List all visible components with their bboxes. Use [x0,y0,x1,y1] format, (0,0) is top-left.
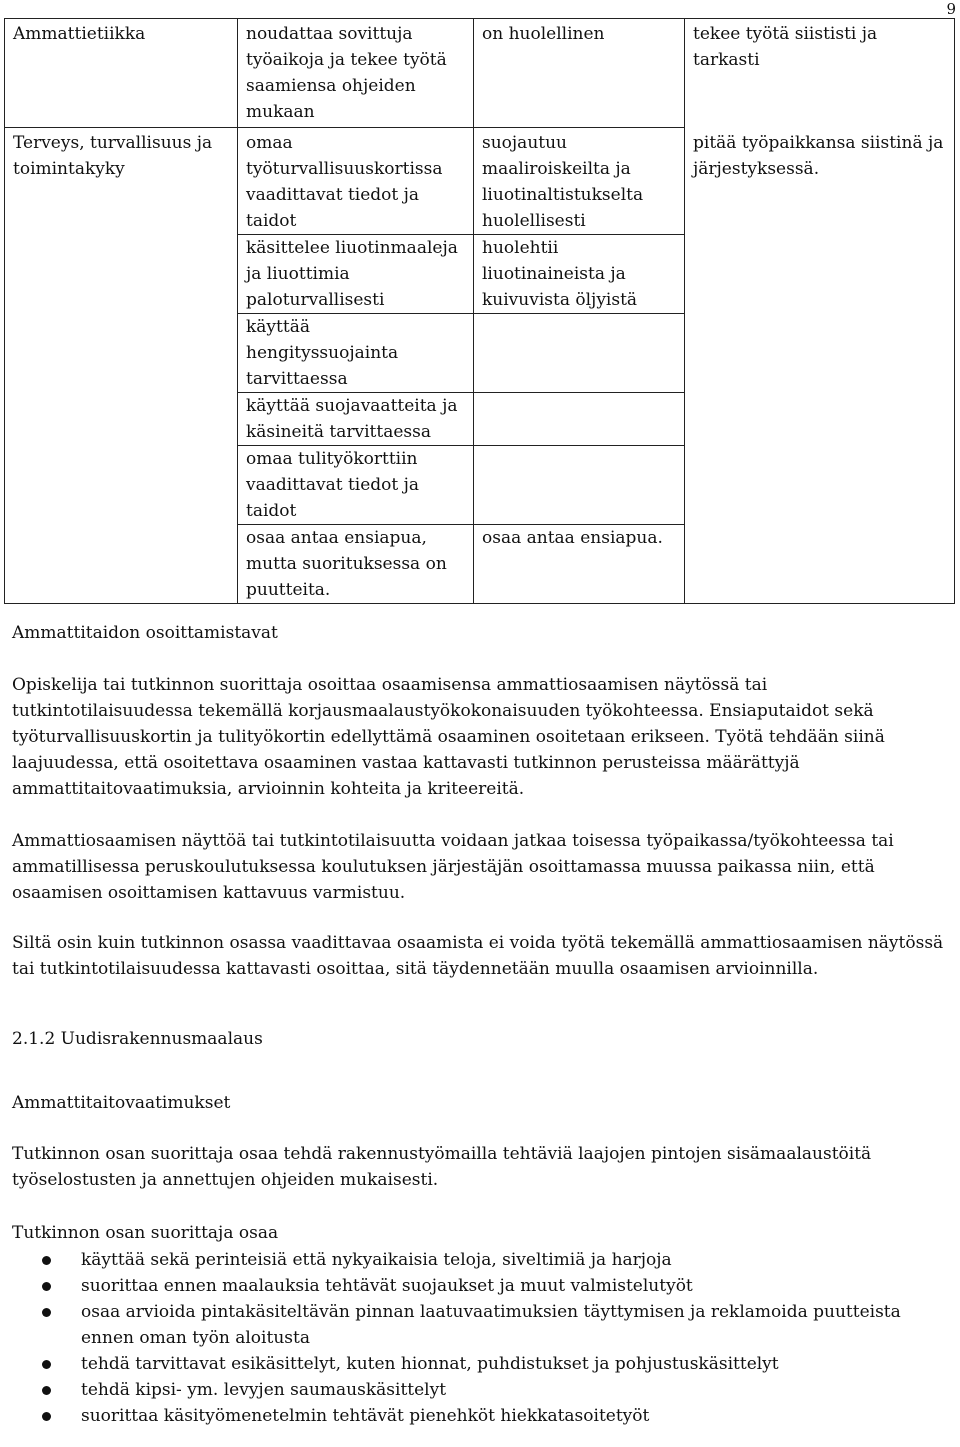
list-intro: Tutkinnon osan suorittaja osaa [12,1223,279,1243]
paragraph: Tutkinnon osan suorittaja osaa tehdä rakennustyömailla tehtäviä laajojen pintojen sisämaalaustöitä työselostusten ja annettujen ohjeiden mukaisesti. [12,1144,872,1190]
criterion-item: huolehtii liuotinaineista ja kuivuvista öljyistä [474,234,684,313]
list-item: suorittaa ennen maalauksia tehtävät suojaukset ja muut valmistelutyöt [12,1273,940,1299]
requirements-list [12,1247,940,1429]
topic-cell [5,19,238,128]
list-item: osaa arvioida pintakäsiteltävän pinnan laatuvaatimuksien täyttymisen ja reklamoida puutteista ennen oman työn aloitusta [12,1299,940,1351]
topic-label: Ammattietiikka [13,24,146,44]
topic-label: Terveys, turvallisuus ja toimintakyky [13,133,213,179]
criterion-item: omaa työturvallisuuskortissa vaadittavat tiedot ja taidot [246,133,443,231]
paragraph: Opiskelija tai tutkinnon suorittaja osoittaa osaamisensa ammattiosaamisen näytössä tai tutkintotilaisuudessa tekemällä korjausmaalaustyökokonaisuuden työkohteessa. Ensiaputaidot sekä työturvallisuuskortin ja tulityökortin edellyttämä osaaminen osoitetaan erikseen. Työtä tehdään siinä laajuudessa, että osoitettava osaaminen vastaa kattavasti tutkinnon perusteissa määrättyjä ammattitaitovaatimuksia, arvioinnin kohteita ja kriteereitä. [12,675,885,799]
criterion-item [474,445,684,524]
assessment-criteria-table [4,18,955,604]
criterion-text: tekee työtä siististi ja tarkasti [693,24,878,70]
list-item: suorittaa käsityömenetelmin tehtävät pienehköt hiekkatasoitetyöt [12,1403,940,1429]
level2-cell [474,128,685,604]
section-subheading: 2.1.2 Uudisrakennusmaalaus [12,1029,263,1049]
table-row [5,19,955,128]
criterion-item: osaa antaa ensiapua. [474,524,684,603]
criterion-text: on huolellinen [482,24,605,44]
criterion-item: käsittelee liuotinmaaleja ja liuottimia paloturvallisesti [238,234,473,313]
level3-cell [685,128,955,604]
paragraph: Siltä osin kuin tutkinnon osassa vaadittavaa osaamista ei voida työtä tekemällä ammattiosaamisen näytössä tai tutkintotilaisuudessa kattavasti osoittaa, sitä täydennetään muulla osaamisen arvioinnilla. [12,933,944,979]
level1-cell [238,19,474,128]
criterion-item: osaa antaa ensiapua, mutta suorituksessa on puutteita. [238,524,473,603]
table-row [5,128,955,604]
list-item: tehdä tarvittavat esikäsittelyt, kuten hionnat, puhdistukset ja pohjustuskäsittelyt [12,1351,940,1377]
criterion-text: noudattaa sovittuja työaikoja ja tekee työtä saamiensa ohjeiden mukaan [246,24,447,122]
criterion-item [474,313,684,392]
criterion-text: pitää työpaikkansa siistinä ja järjestyksessä. [693,132,944,179]
demonstration-heading: Ammattitaidon osoittamistavat [12,623,278,643]
page-number: 9 [946,0,956,18]
list-item: tehdä kipsi- ym. levyjen saumauskäsittelyt [12,1377,940,1403]
criterion-item: omaa tulityökorttiin vaadittavat tiedot ja taidot [238,445,473,524]
criterion-item: suojautuu maaliroiskeilta ja liuotinaltistukselta huolellisesti [482,133,644,231]
level3-cell [685,19,955,128]
topic-cell [5,128,238,604]
criterion-item [474,392,684,445]
criterion-item: käyttää hengityssuojainta tarvittaessa [238,313,473,392]
requirements-heading: Ammattitaitovaatimukset [12,1093,231,1113]
criterion-item: käyttää suojavaatteita ja käsineitä tarvittaessa [238,392,473,445]
paragraph: Ammattiosaamisen näyttöä tai tutkintotilaisuutta voidaan jatkaa toisessa työpaikassa/työkohteessa tai ammatillisessa peruskoulutuksessa koulutuksen järjestäjän osoittamassa muussa paikassa niin, että osaamisen osoittamisen kattavuus varmistuu. [12,831,894,903]
level1-cell [238,128,474,604]
list-item: käyttää sekä perinteisiä että nykyaikaisia teloja, siveltimiä ja harjoja [12,1247,940,1273]
level2-cell [474,19,685,128]
